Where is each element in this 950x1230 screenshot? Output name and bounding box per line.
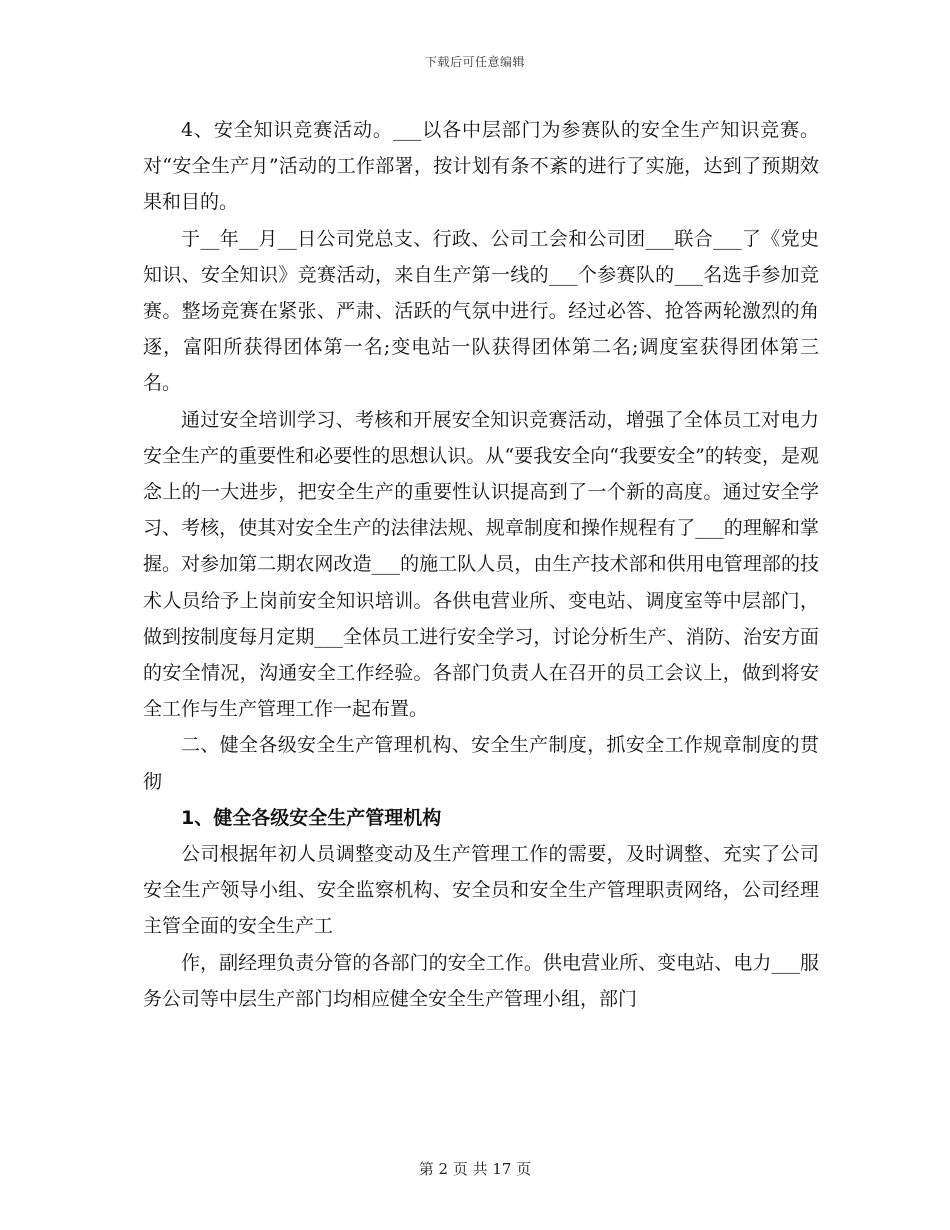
page-footer: 第 2 页 共 17 页 xyxy=(418,1160,532,1178)
page-header: 下载后可任意编辑 xyxy=(424,55,525,69)
paragraph-responsibility: 作，副经理负责分管的各部门的安全工作。供电营业所、变电站、电力___服务公司等中层生产部门均相应健全安全生产管理小组，部门 xyxy=(143,951,819,1010)
paragraph-organization-adjustment: 公司根据年初人员调整变动及生产管理工作的需要，及时调整、充实了公司安全生产领导小组、安全监察机构、安全员和安全生产管理职责网络，公司经理主管全面的安全生产工 xyxy=(143,843,819,938)
paragraph-contest-details: 于__年__月__日公司党总支、行政、公司工会和公司团___联合___了《党史知识、安全知识》竞赛活动，来自生产第一线的___个参赛队的___名选手参加竞赛。整场竞赛在紧张、严肃、活跃的气氛中进行。经过必答、抢答两轮激烈的角逐，富阳所获得团体第一名;变电站一队获得团体第二名;调度室获得团体第三名。 xyxy=(143,227,819,395)
paragraph-knowledge-contest: 4、安全知识竞赛活动。___以各中层部门为参赛队的安全生产知识竞赛。对“安全生产月”活动的工作部署，按计划有条不紊的进行了实施，达到了预期效果和目的。 xyxy=(143,119,819,214)
paragraph-training-effects: 通过安全培训学习、考核和开展安全知识竞赛活动，增强了全体员工对电力安全生产的重要性和必要性的思想认识。从“要我安全向“我要安全”的转变，是观念上的一大进步，把安全生产的重要性认识提高到了一个新的高度。通过安全学习、考核，使其对安全生产的法律法规、规章制度和操作规程有了___的理解和掌握。对参加第二期农网改造___的施工队人员，由生产技术部和供用电管理部的技术人员给予上岗前安全知识培训。各供电营业所、变电站、调度室等中层部门，做到按制度每月定期___全体员工进行安全学习，讨论分析生产、消防、治安方面的安全情况，沟通安全工作经验。各部门负责人在召开的员工会议上，做到将安全工作与生产管理工作一起布置。 xyxy=(143,408,819,721)
paragraph-section-two-heading: 二、健全各级安全生产管理机构、安全生产制度，抓安全工作规章制度的贯彻 xyxy=(143,734,819,793)
document-body xyxy=(143,112,819,1017)
subheading-management-organization: 1、健全各级安全生产管理机构 xyxy=(181,806,442,829)
